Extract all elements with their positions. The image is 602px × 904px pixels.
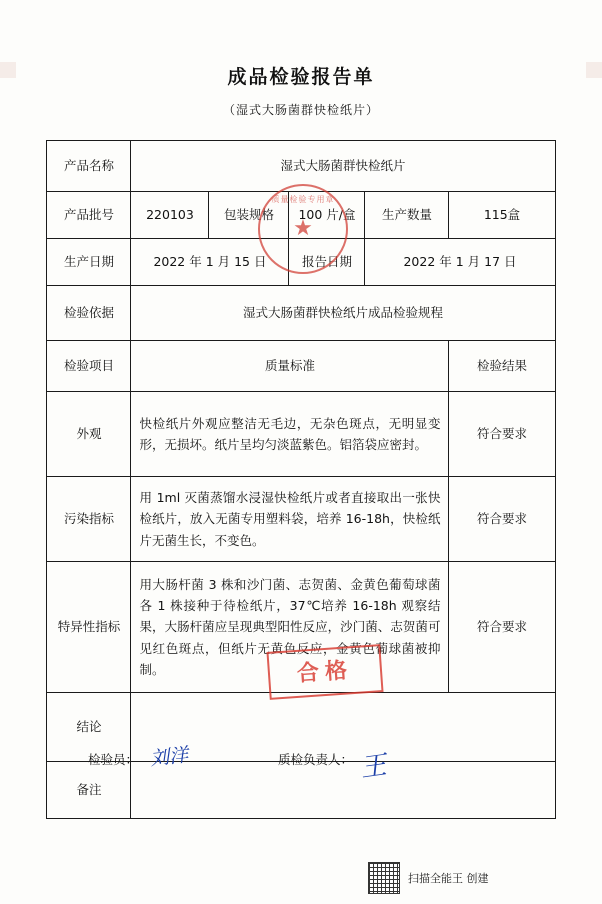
production-qty-value: 115盒: [449, 192, 555, 239]
specificity-result: 符合要求: [449, 562, 555, 693]
round-seal-text: 质量检验专用章: [271, 195, 335, 204]
inspection-basis-value: 湿式大肠菌群快检纸片成品检验规程: [131, 286, 555, 341]
table-row: [47, 392, 555, 477]
package-spec-label: 包装规格: [209, 192, 289, 239]
specificity-label: 特异性指标: [47, 562, 131, 693]
inspection-report-table: [46, 140, 555, 819]
table-row: [47, 477, 555, 562]
table-row: [47, 286, 555, 341]
seal-star-icon: ★: [293, 216, 313, 241]
table-header-row: [47, 341, 555, 392]
report-date-label: 报告日期: [289, 239, 365, 286]
table-row: [47, 762, 555, 819]
contamination-standard: 用 1ml 灭菌蒸馏水浸湿快检纸片或者直接取出一张快检纸片，放入无菌专用塑料袋，培养 16-18h，快检纸片无菌生长，不变色。: [131, 477, 449, 562]
contamination-label: 污染指标: [47, 477, 131, 562]
table-row: [47, 562, 555, 693]
qa-manager-label: 质检负责人：: [278, 752, 354, 767]
quality-standard-header: 质量标准: [131, 341, 449, 392]
batch-no-label: 产品批号: [47, 192, 131, 239]
page-corner-mark-right: [586, 62, 602, 78]
remark-label: 备注: [47, 762, 131, 819]
document-page: [0, 62, 602, 904]
inspection-basis-label: 检验依据: [47, 286, 131, 341]
production-date-label: 生产日期: [47, 239, 131, 286]
package-spec-value: 100 片/盒: [289, 192, 365, 239]
appearance-result: 符合要求: [449, 392, 555, 477]
contamination-result: 符合要求: [449, 477, 555, 562]
report-date-value: 2022 年 1 月 17 日: [365, 239, 555, 286]
page-title: 成品检验报告单: [227, 66, 375, 88]
batch-no-value: 220103: [131, 192, 209, 239]
product-name-label: 产品名称: [47, 141, 131, 192]
footer-watermark: [368, 862, 489, 894]
inspector-label: 检验员：: [88, 752, 139, 767]
footer-text: 扫描全能王 创建: [408, 872, 489, 885]
appearance-standard: 快检纸片外观应整洁无毛边，无杂色斑点，无明显变形，无损坏。纸片呈均匀淡蓝紫色。铝箔袋应密封。: [131, 392, 449, 477]
conclusion-label: 结论: [47, 693, 131, 762]
remark-value: [131, 762, 555, 819]
pass-stamp: 合格: [266, 644, 383, 700]
inspector-signature: 刘洋: [149, 744, 190, 770]
appearance-label: 外观: [47, 392, 131, 477]
table-row: [47, 141, 555, 192]
qr-code-icon: [368, 862, 400, 894]
product-name-value: 湿式大肠菌群快检纸片: [131, 141, 555, 192]
table-row: [47, 192, 555, 239]
production-qty-label: 生产数量: [365, 192, 449, 239]
inspection-result-header: 检验结果: [449, 341, 555, 392]
specificity-standard: 用大肠杆菌 3 株和沙门菌、志贺菌、金黄色葡萄球菌各 1 株接种于待检纸片，37℃培养 16-18h 观察结果，大肠杆菌应呈现典型阳性反应，沙门菌、志贺菌可见红色斑点，但纸片无黄色反应，金黄色葡球菌被抑制。: [131, 562, 449, 693]
page-subtitle: （湿式大肠菌群快检纸片）: [222, 103, 379, 117]
inspection-item-header: 检验项目: [47, 341, 131, 392]
production-date-value: 2022 年 1 月 15 日: [131, 239, 289, 286]
page-corner-mark-left: [0, 62, 16, 78]
qa-manager-signature: 王: [358, 750, 389, 784]
table-row: [47, 239, 555, 286]
